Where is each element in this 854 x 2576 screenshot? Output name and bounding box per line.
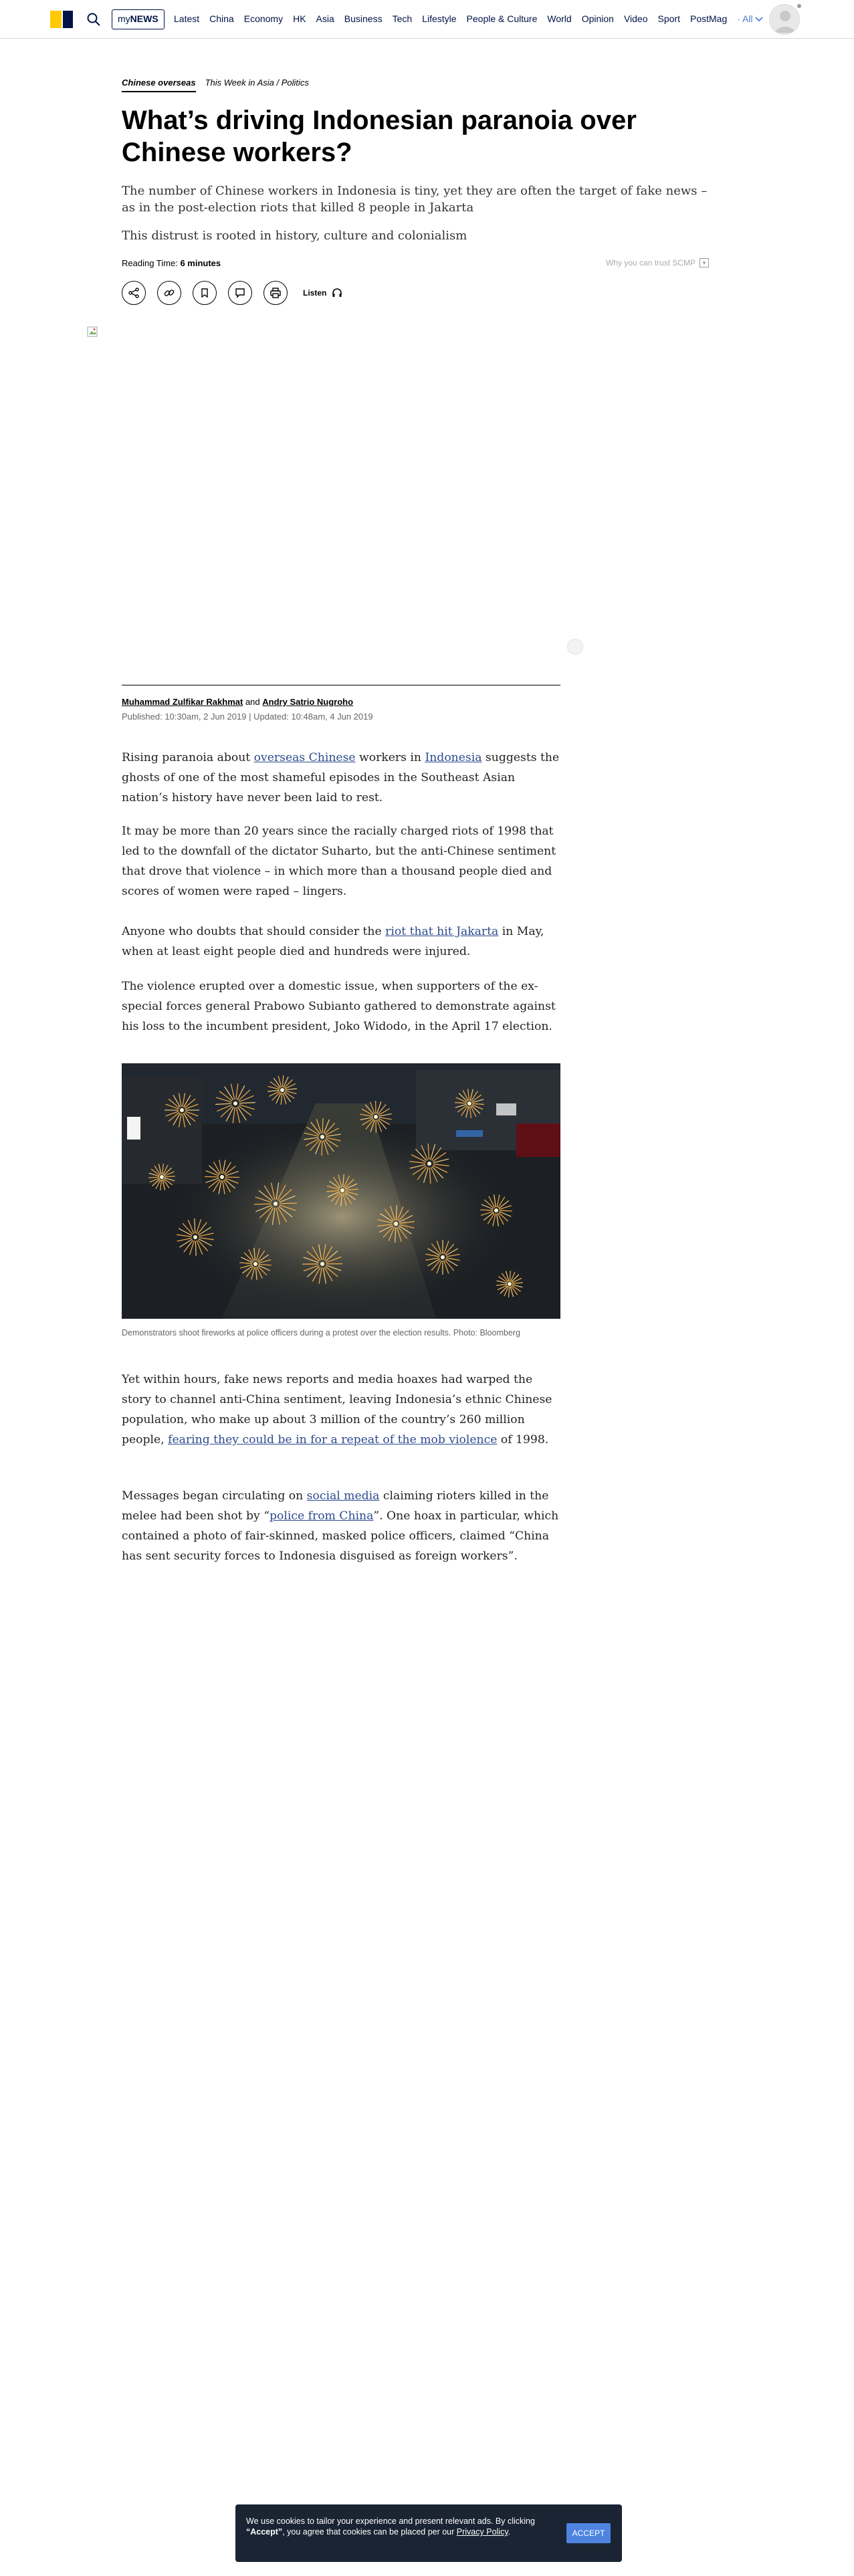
byline [122,697,353,707]
body-paragraph-6 [122,1486,563,1566]
nav-all-label: All [742,13,753,24]
p6-text-b: claiming rioters killed in the melee had been shot by “ [122,1489,549,1523]
p5-text-a: Yet within hours, fake news reports and media hoaxes had warped the story to channel anti-China sentiment, leaving Indonesia’s ethnic Chinese population, who make up about 3 million of the country’s 260 million people, [122,1373,552,1446]
listen-label: Listen [303,288,327,298]
p5-text-b: of 1998. [497,1433,549,1446]
cookie-text-c: . [508,2527,511,2537]
bookmark-icon [199,287,211,299]
cookie-accept-button[interactable]: ACCEPT [566,2523,611,2543]
cookie-text [246,2516,554,2537]
mynews-button[interactable] [112,9,165,29]
body-paragraph-4: The violence erupted over a domestic issue, when supporters of the ex-special forces general Prabowo Subianto gathered to demonstrate against his loss to the incumbent president, Joko Widodo, in the April 17 election. [122,980,556,1033]
nav-item-latest[interactable]: Latest [174,13,200,24]
p1-text-a: Rising paranoia about [122,751,254,764]
top-navigation-bar [0,0,854,39]
chevron-down-icon [755,17,763,22]
trust-label: Why you can trust SCMP [606,258,696,267]
nav-item-business[interactable]: Business [344,13,383,24]
reading-time-label: Reading Time: [122,258,178,268]
nav-all-menu[interactable]: · All [737,13,763,24]
headphones-icon [332,288,342,298]
comment-icon [234,287,246,299]
link-police-from-china[interactable]: police from China [270,1509,374,1523]
body-paragraph-5 [122,1370,563,1450]
trust-scmp-link[interactable] [606,258,709,267]
body-paragraph-3 [122,922,563,962]
nav-item-hk[interactable]: HK [293,13,306,24]
avatar [769,4,800,35]
nav-item-opinion[interactable]: Opinion [581,13,614,24]
user-avatar-button[interactable] [769,4,801,36]
article-headline: What’s driving Indonesian paranoia over Chinese workers? [122,106,637,167]
print-button[interactable] [263,281,288,305]
p6-text-a: Messages began circulating on [122,1489,307,1503]
published-date: Published: 10:30am, 2 Jun 2019 | Updated: 10:48am, 4 Jun 2019 [122,712,373,722]
comment-button[interactable] [228,281,252,305]
notification-dot [797,4,801,8]
nav-item-sport[interactable]: Sport [657,13,680,24]
nav-item-video[interactable]: Video [623,13,648,24]
breadcrumb-section[interactable]: Chinese overseas [122,78,196,92]
link-overseas-chinese[interactable]: overseas Chinese [253,751,356,764]
share-icon [128,287,140,299]
main-nav [174,13,763,24]
body-paragraph-2: It may be more than 20 years since the racially charged riots of 1998 that led to the downfall of the dictator Suharto, but the anti-Chinese sentiment that drove that violence – in which more than a thousand people died and scores of women were raped – lingers. [122,825,556,898]
print-icon [270,287,282,299]
article-summary-2: This distrust is rooted in history, culture and colonialism [122,229,467,243]
nav-item-lifestyle[interactable]: Lifestyle [422,13,457,24]
p1-text-c: suggests the ghosts of one of the most shameful episodes in the Southeast Asian nation’s history have never been laid to rest. [122,751,560,804]
photo-caption: Demonstrators shoot fireworks at police officers during a protest over the election results. Photo: Bloomberg [122,1328,520,1337]
article-summary-1: The number of Chinese workers in Indonesia is tiny, yet they are often the target of fake news – as in the post-election riots that killed 8 people in Jakarta [122,184,708,215]
article-photo-fireworks [122,1063,560,1319]
p1-text-b: workers in [355,751,425,764]
broken-image-icon [87,326,98,337]
cookie-text-bold: “Accept” [246,2527,283,2537]
share-button[interactable] [122,281,146,305]
link-social-media[interactable]: social media [306,1489,380,1503]
nav-item-people-culture[interactable]: People & Culture [466,13,538,24]
p6-text-c: ”. One hoax in particular, which contained a photo of fair-skinned, masked police officers, claimed “China has sent security forces to Indonesia disguised as foreign workers”. [122,1509,559,1563]
nav-item-world[interactable]: World [547,13,572,24]
nav-item-china[interactable]: China [209,13,234,24]
link-indonesia[interactable]: Indonesia [425,751,482,764]
link-riot-jakarta[interactable]: riot that hit Jakarta [385,925,499,938]
article-toolbar [122,281,342,305]
image-credit-icon[interactable] [567,639,583,655]
cookie-text-a: We use cookies to tailor your experience and present relevant ads. By clicking [246,2516,535,2526]
mynews-suffix: NEWS [130,13,158,24]
bookmark-button[interactable] [193,281,217,305]
scmp-logo[interactable] [50,11,73,28]
author-link-2[interactable]: Andry Satrio Nugroho [262,697,354,707]
reading-time [122,258,221,268]
author-link-1[interactable]: Muhammad Zulfikar Rakhmat [122,697,243,707]
link-mob-violence[interactable]: fearing they could be in for a repeat of the mob violence [168,1433,498,1446]
trust-chevron-icon: ▾ [700,258,709,267]
fireworks-photo [122,1063,560,1319]
p3-text-b: in May, when at least eight people died and hundreds were injured. [122,925,544,958]
copy-link-button[interactable] [157,281,181,305]
breadcrumb-topic[interactable]: This Week in Asia / Politics [205,78,309,88]
nav-item-postmag[interactable]: PostMag [689,13,728,24]
byline-and: and [245,697,260,707]
cookie-banner [235,2504,622,2562]
link-icon [163,287,175,299]
breadcrumb [122,78,309,92]
search-icon[interactable] [86,11,102,27]
logo-yellow-block [50,11,62,28]
nav-item-tech[interactable]: Tech [392,13,413,24]
privacy-policy-link[interactable]: Privacy Policy [456,2527,508,2537]
mynews-prefix: my [118,13,130,24]
reading-time-value: 6 minutes [180,258,221,268]
nav-item-economy[interactable]: Economy [243,13,284,24]
user-silhouette-icon [770,5,800,35]
cookie-text-b: , you agree that cookies can be placed per our [282,2527,457,2537]
nav-item-asia[interactable]: Asia [316,13,334,24]
body-paragraph-1 [122,748,563,808]
logo-navy-block [63,11,73,28]
listen-button[interactable] [303,288,342,298]
p3-text-a: Anyone who doubts that should consider the [122,925,386,938]
